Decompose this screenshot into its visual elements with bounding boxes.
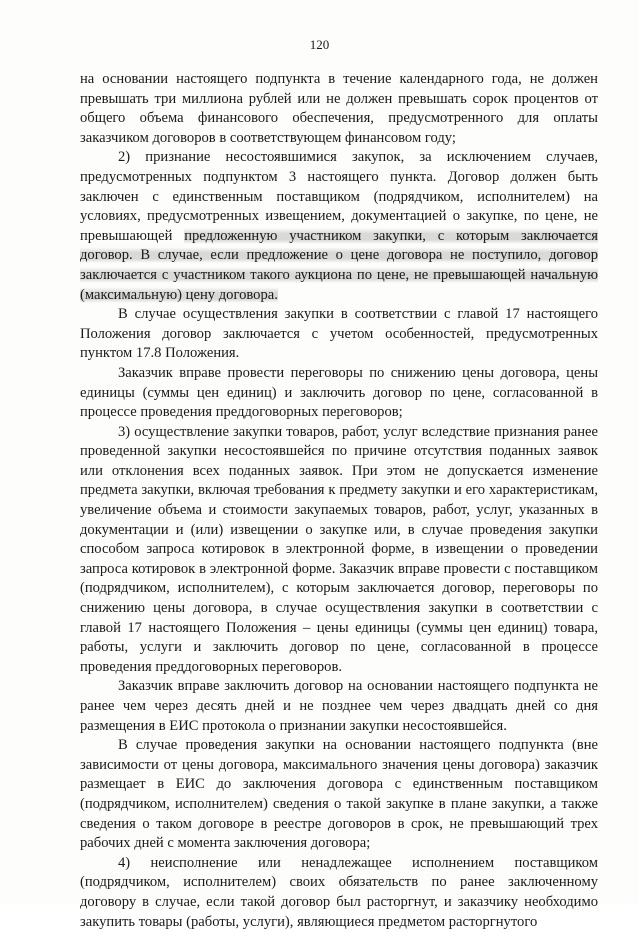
paragraph-text: Заказчик вправе заключить договор на основании настоящего подпункта не ранее чем через десять дней и не позднее чем через двадцать дней со дня размещения в ЕИС протокола о признании закупки несостоявшейся. bbox=[80, 678, 598, 734]
paragraph-p4 bbox=[80, 364, 598, 423]
paragraph-text: В случае проведения закупки на основании настоящего подпункта (вне зависимости от цены договора, максимального значения цены договора) заказчик размещает в ЕИС до заключения договора с единственным поставщиком (подрядчиком, исполнителем) сведения о такой закупке в плане закупки, а также сведения о таком договоре в реестре договоров в срок, не превышающий трех рабочих дней с момента заключения договора; bbox=[80, 737, 598, 852]
paragraph-p1 bbox=[80, 70, 598, 148]
paragraph-p7 bbox=[80, 736, 598, 854]
paragraph-p2 bbox=[80, 148, 598, 305]
page-number: 120 bbox=[309, 37, 330, 52]
paragraph-text: 4) неисполнение или ненадлежащее исполнением поставщиком (подрядчиком, исполнителем) своих обязательств по ранее заключенному договору в случае, если такой договор был расторгнут, и заказчику необходимо закупить товары (работы, услуги), являющиеся предметом расторгнутого bbox=[80, 854, 598, 930]
document-body bbox=[80, 70, 598, 932]
paragraph-text: В случае осуществления закупки в соответствии с главой 17 настоящего Положения договор заключается с учетом особенностей, предусмотренных пунктом 17.8 Положения. bbox=[80, 306, 598, 362]
paragraph-p3 bbox=[80, 305, 598, 364]
paragraph-text: Заказчик вправе провести переговоры по снижению цены договора, цены единицы (суммы цен единиц) и заключить договор по цене, согласованной в процессе проведения преддоговорных переговоров; bbox=[80, 364, 598, 421]
paragraph-text: 3) осуществление закупки товаров, работ, услуг вследствие признания ранее проведенной закупки несостоявшейся по причине отсутствия поданных заявок или отклонения всех поданных заявок. При этом не допускается изменение предмета закупки, включая требования к предмету закупки и его характеристикам, увеличение объема и стоимости закупаемых товаров, работ, услуг, указанных в документации и (или) извещении о закупке или, в случае проведения закупки способом запроса котировок в электронной форме, в извещении о проведении запроса котировок в электронной форме. Заказчик вправе провести с поставщиком (подрядчиком, исполнителем), с которым заключается договор, переговоры по снижению цены договора, в случае осуществления закупки в соответствии с главой 17 настоящего Положения – цены единицы (суммы цен единиц) товара, работы, услуги и заключить договор по цене, согласованной в процессе проведения преддоговорных переговоров. bbox=[80, 423, 598, 675]
highlighted-text: предложенную участником закупки, с которым заключается договор. В случае, если предложение о цене договора не поступило, договор заключается с участником такого аукциона по цене, не превышающей начальную (максимальную) цену договора. bbox=[80, 227, 599, 303]
paragraph-p8 bbox=[80, 854, 598, 932]
paragraph-text: 2) признание несостоявшимися закупок, за исключением случаев, предусмотренных подпунктом 3 настоящего пункта. Договор должен быть заключен с единственным поставщиком (подрядчиком, исполнителем) на условиях, предусмотренных извещением, документацией о закупке, по цене, не превышающей bbox=[80, 149, 598, 244]
paragraph-text: на основании настоящего подпункта в течение календарного года, не должен превышать три миллиона рублей или не должен превышать сорок процентов от общего объема финансового обеспечения, предусмотренного для оплаты заказчиком договоров в соответствующем финансовом году; bbox=[80, 71, 598, 146]
paragraph-p6 bbox=[80, 677, 598, 736]
paragraph-p5 bbox=[80, 423, 598, 678]
